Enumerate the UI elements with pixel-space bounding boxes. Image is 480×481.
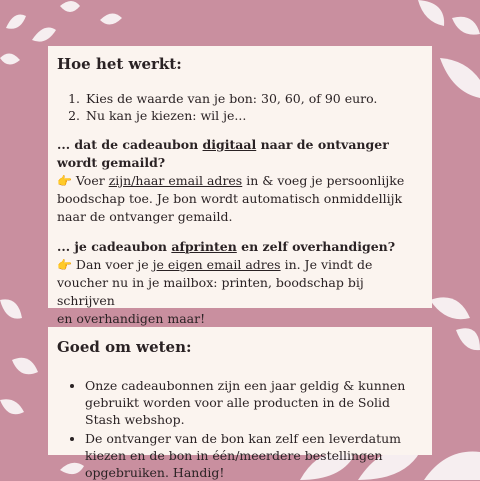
petal-shape bbox=[430, 297, 470, 319]
pointing-hand-icon: 👉 bbox=[57, 258, 72, 272]
petal-shape bbox=[100, 13, 122, 24]
digital-question bbox=[57, 137, 389, 170]
print-question bbox=[57, 239, 395, 254]
petal-shape bbox=[456, 328, 480, 350]
petal-shape bbox=[440, 58, 480, 98]
print-option bbox=[57, 238, 422, 328]
petal-shape bbox=[32, 28, 56, 42]
steps-list bbox=[57, 90, 422, 124]
card-title: Hoe het werkt: bbox=[57, 55, 182, 73]
petal-shape bbox=[424, 452, 480, 480]
answer-text: in & voeg je persoonlijke boodschap toe. Je bon wordt automatisch onmiddellijk naar de ontvanger gemaild. bbox=[57, 173, 405, 224]
print-link[interactable]: afprinten bbox=[171, 239, 237, 254]
petal-shape bbox=[12, 358, 38, 375]
petal-shape bbox=[0, 299, 22, 318]
answer-text: Voer bbox=[71, 173, 109, 188]
info-list bbox=[57, 377, 422, 481]
digital-option bbox=[57, 136, 422, 226]
list-item: 2. Nu kan je kiezen: wil je... bbox=[84, 107, 422, 124]
pointing-hand-icon: 👉 bbox=[57, 174, 72, 188]
how-it-works-card bbox=[48, 46, 432, 326]
answer-text: en overhandigen maar! bbox=[57, 311, 206, 326]
petal-shape bbox=[418, 0, 444, 26]
list-item: • Onze cadeaubonnen zijn een jaar geldig & kunnen gebruikt worden voor alle producten in de Solid Stash webshop. bbox=[85, 377, 422, 428]
petal-shape bbox=[0, 399, 24, 414]
petal-shape bbox=[6, 15, 26, 29]
list-item: • De ontvanger van de bon kan zelf een leverdatum kiezen en de bon in één/meerdere bestellingen opgebruiken. Handig! bbox=[85, 430, 422, 481]
question-text: ... dat de cadeaubon bbox=[57, 137, 203, 152]
good-to-know-card bbox=[48, 327, 432, 480]
question-text: en zelf overhandigen? bbox=[236, 239, 396, 254]
digital-link[interactable]: digitaal bbox=[202, 137, 257, 152]
petal-shape bbox=[452, 17, 480, 35]
question-text: ... je cadeaubon bbox=[57, 239, 172, 254]
own-email-link[interactable]: je eigen email adres bbox=[152, 257, 281, 272]
answer-text: in. Je vindt de voucher nu in je mailbox: printen, boodschap bij schrijven bbox=[57, 257, 373, 308]
recipient-email-link[interactable]: zijn/haar email adres bbox=[108, 173, 243, 188]
petal-shape bbox=[60, 1, 80, 12]
answer-text: Dan voer je bbox=[71, 257, 153, 272]
petal-shape bbox=[0, 53, 20, 64]
card-title: Goed om weten: bbox=[57, 338, 192, 356]
question-text: naar de ontvanger wordt gemaild? bbox=[57, 137, 389, 170]
list-item: 1. Kies de waarde van je bon: 30, 60, of 90 euro. bbox=[84, 90, 422, 107]
